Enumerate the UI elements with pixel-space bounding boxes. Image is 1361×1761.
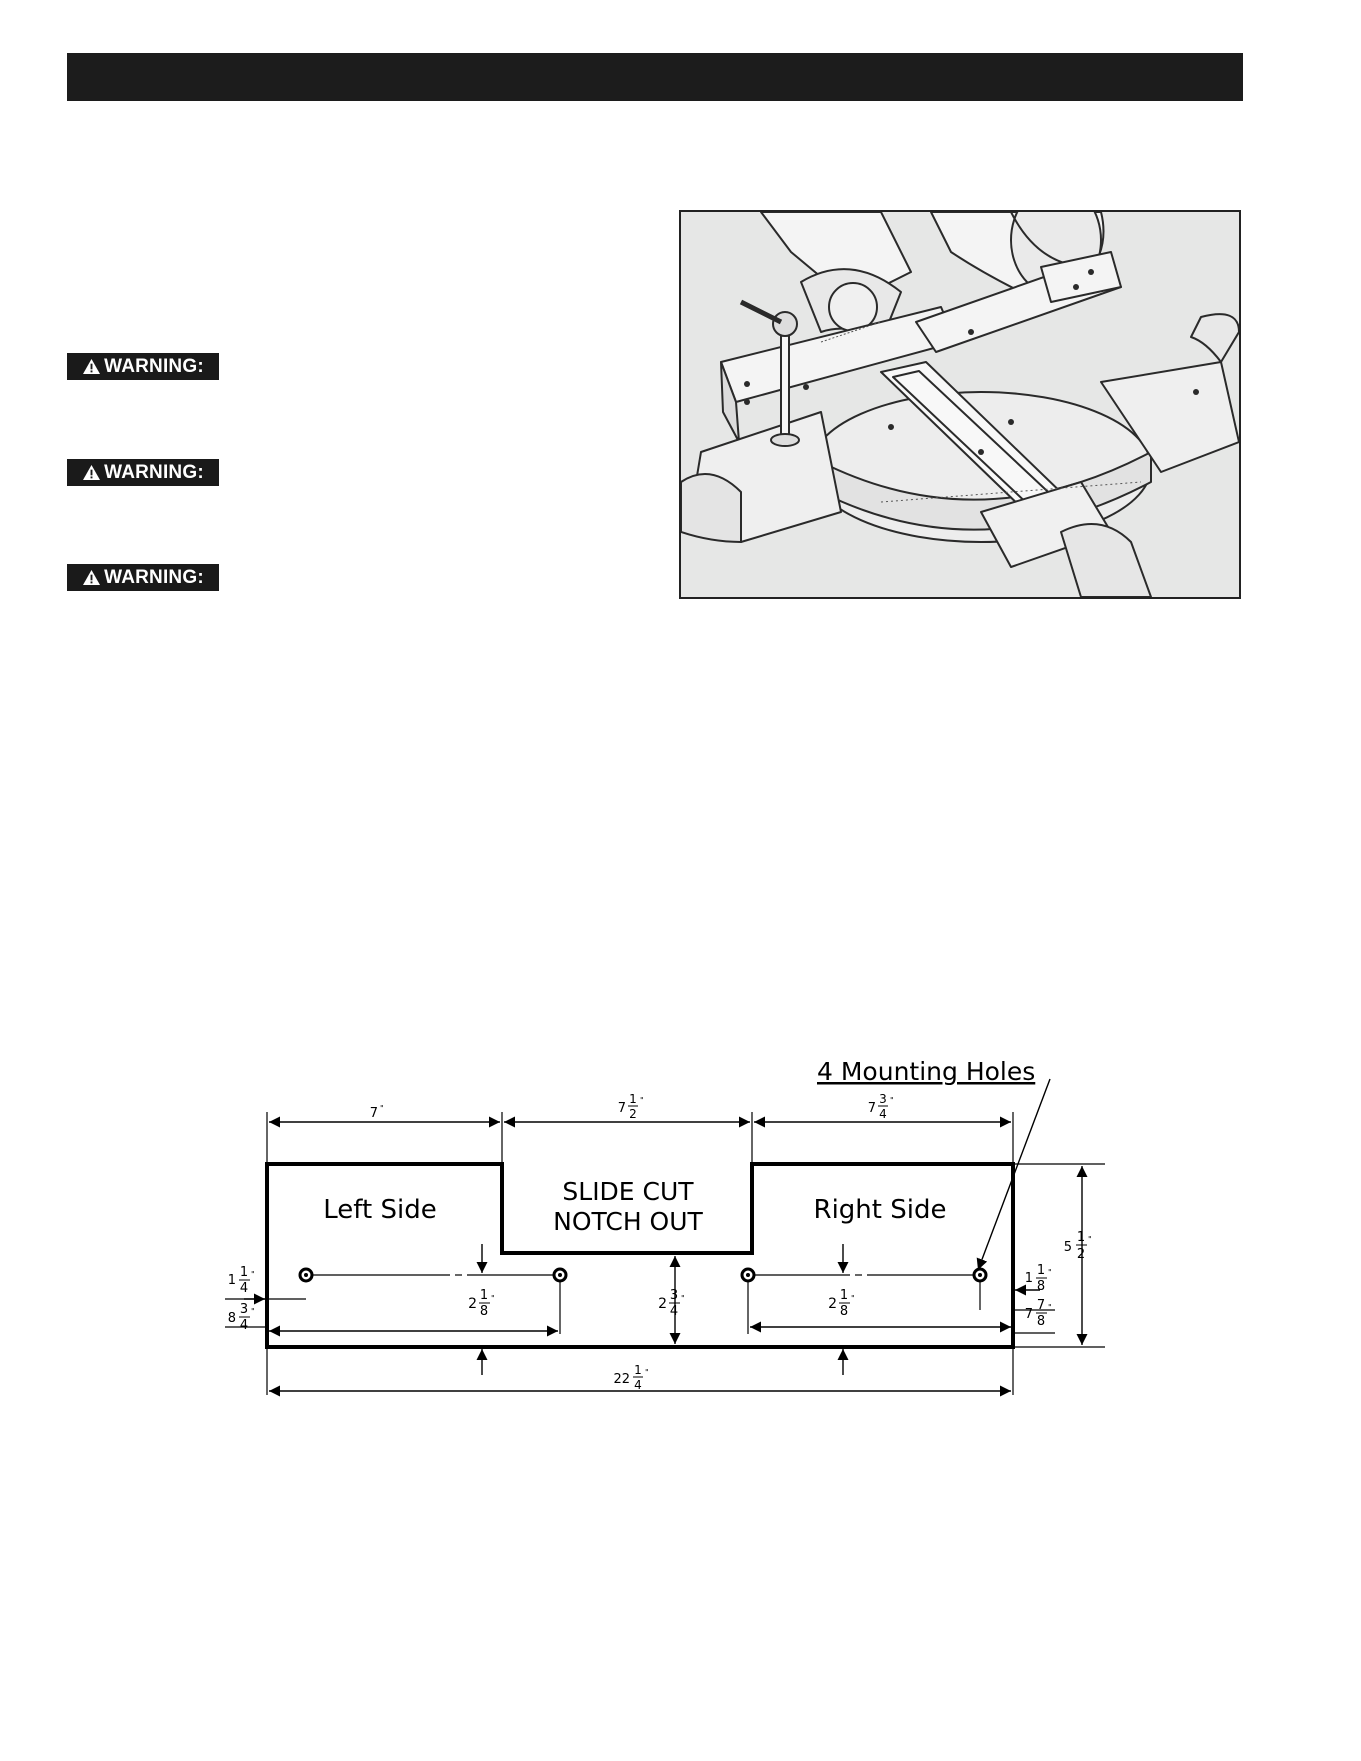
warning-triangle-icon bbox=[82, 358, 101, 375]
left-side-label: Left Side bbox=[323, 1195, 437, 1225]
svg-text:": " bbox=[251, 1270, 255, 1279]
board-outline bbox=[267, 1164, 1013, 1347]
svg-text:8: 8 bbox=[479, 1304, 489, 1319]
svg-text:7: 7 bbox=[617, 1101, 626, 1116]
dim-left-hole-height bbox=[468, 1288, 495, 1319]
svg-text:1: 1 bbox=[1024, 1271, 1033, 1286]
svg-text:7: 7 bbox=[867, 1101, 876, 1116]
svg-text:1: 1 bbox=[479, 1288, 489, 1303]
warning-label: WARNING: bbox=[104, 566, 204, 588]
warning-badge-2 bbox=[67, 459, 219, 486]
svg-text:5: 5 bbox=[1063, 1240, 1072, 1255]
svg-text:8: 8 bbox=[227, 1311, 236, 1326]
warning-label: WARNING: bbox=[104, 355, 204, 377]
svg-text:8: 8 bbox=[1036, 1314, 1046, 1329]
notch-label-line1: SLIDE CUT bbox=[562, 1177, 694, 1206]
svg-text:4: 4 bbox=[669, 1304, 679, 1319]
dim-top-right bbox=[868, 1092, 894, 1121]
svg-text:": " bbox=[251, 1307, 255, 1316]
dim-right-hole-offset bbox=[1025, 1263, 1052, 1294]
svg-text:2: 2 bbox=[658, 1296, 667, 1312]
svg-text:": " bbox=[640, 1096, 644, 1105]
svg-text:4: 4 bbox=[634, 1378, 642, 1392]
svg-text:2: 2 bbox=[468, 1296, 477, 1312]
mounting-hole bbox=[554, 1269, 566, 1281]
svg-text:": " bbox=[491, 1294, 495, 1303]
warning-badge-3 bbox=[67, 564, 219, 591]
svg-text:1: 1 bbox=[1076, 1230, 1086, 1245]
svg-text:4: 4 bbox=[239, 1281, 249, 1296]
mounting-hole bbox=[300, 1269, 312, 1281]
svg-text:1: 1 bbox=[227, 1273, 236, 1288]
svg-text:2: 2 bbox=[828, 1296, 837, 1312]
mounting-holes-callout: 4 Mounting Holes bbox=[817, 1057, 1036, 1086]
dim-left-hole-span bbox=[228, 1302, 255, 1333]
svg-text:2: 2 bbox=[629, 1107, 637, 1121]
dim-top-left bbox=[370, 1104, 384, 1121]
dim-total-width bbox=[613, 1363, 648, 1392]
right-side-label: Right Side bbox=[813, 1195, 947, 1225]
callout-leader bbox=[978, 1079, 1050, 1270]
svg-text:": " bbox=[1048, 1268, 1052, 1277]
svg-text:4: 4 bbox=[239, 1318, 249, 1333]
svg-text:1: 1 bbox=[629, 1092, 637, 1106]
warning-label: WARNING: bbox=[104, 461, 204, 483]
svg-text:4: 4 bbox=[879, 1107, 887, 1121]
svg-text:3: 3 bbox=[239, 1302, 249, 1317]
warning-badge-1 bbox=[67, 353, 219, 380]
svg-text:1: 1 bbox=[1036, 1263, 1046, 1278]
dim-top-mid bbox=[618, 1092, 644, 1121]
warning-triangle-icon bbox=[82, 569, 101, 586]
dim-height bbox=[1064, 1230, 1092, 1262]
svg-text:7: 7 bbox=[369, 1106, 378, 1121]
svg-text:7: 7 bbox=[1036, 1298, 1046, 1313]
svg-text:": " bbox=[645, 1368, 649, 1377]
svg-text:1: 1 bbox=[634, 1363, 642, 1377]
svg-text:3: 3 bbox=[879, 1092, 887, 1106]
svg-text:": " bbox=[681, 1294, 685, 1303]
svg-text:1: 1 bbox=[839, 1288, 849, 1303]
dim-left-hole-offset bbox=[228, 1265, 255, 1296]
svg-text:": " bbox=[380, 1104, 384, 1113]
notch-label-line2: NOTCH OUT bbox=[553, 1207, 703, 1236]
dim-notch-depth bbox=[658, 1288, 685, 1319]
svg-text:": " bbox=[1088, 1235, 1092, 1244]
warning-triangle-icon bbox=[82, 464, 101, 481]
miter-saw-figure bbox=[679, 210, 1241, 599]
mounting-hole bbox=[974, 1269, 986, 1281]
svg-text:7: 7 bbox=[1024, 1307, 1033, 1322]
mounting-hole bbox=[742, 1269, 754, 1281]
svg-text:1: 1 bbox=[239, 1265, 249, 1280]
svg-text:22: 22 bbox=[613, 1372, 630, 1387]
svg-text:8: 8 bbox=[1036, 1279, 1046, 1294]
mounting-holes bbox=[300, 1269, 986, 1281]
svg-text:8: 8 bbox=[839, 1304, 849, 1319]
svg-text:2: 2 bbox=[1076, 1247, 1086, 1262]
dim-right-hole-height bbox=[828, 1288, 855, 1319]
svg-text:": " bbox=[1048, 1303, 1052, 1312]
section-header-bar bbox=[67, 53, 1243, 101]
miter-saw-illustration bbox=[681, 212, 1239, 597]
dim-right-hole-span bbox=[1025, 1298, 1052, 1329]
svg-text:": " bbox=[890, 1096, 894, 1105]
svg-text:3: 3 bbox=[669, 1288, 679, 1303]
svg-text:": " bbox=[851, 1294, 855, 1303]
